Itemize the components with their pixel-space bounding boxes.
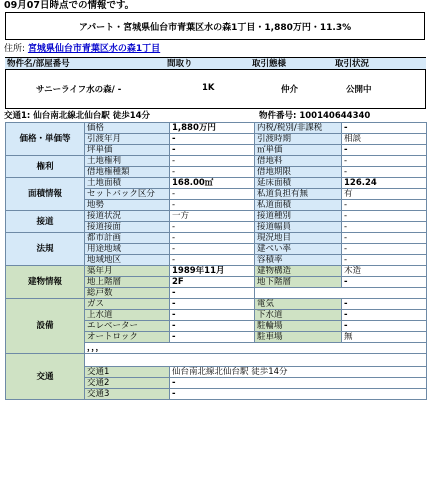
- row-label: 地下階層: [255, 277, 342, 288]
- section-price: 価格・単価等: [6, 123, 85, 156]
- row-value: -: [342, 123, 427, 134]
- row-label: 都市計画: [85, 233, 170, 244]
- listing-deal: 仲介: [281, 85, 299, 95]
- row-value: -: [170, 189, 255, 200]
- row-value: 2F: [170, 277, 255, 288]
- row-label: 内税/税別/非課税: [255, 123, 342, 134]
- row-value: 1,880万円: [170, 123, 255, 134]
- header-status: 取引状況: [335, 59, 370, 69]
- row-value: -: [342, 211, 427, 222]
- row-value: -: [170, 310, 255, 321]
- row-label: 引渡年月: [85, 134, 170, 145]
- listing-layout: 1K: [202, 83, 215, 93]
- row-label: 駐輪場: [255, 321, 342, 332]
- row-label: ㎡単価: [255, 145, 342, 156]
- row-label: 価格: [85, 123, 170, 134]
- section-rights: 権利: [6, 156, 85, 178]
- header-deal: 取引態様: [252, 59, 287, 69]
- row-label: 駐車場: [255, 332, 342, 343]
- row-label: 接道種別: [255, 211, 342, 222]
- row-value: -: [170, 288, 255, 299]
- row-label: 借地権種類: [85, 167, 170, 178]
- table-row: [6, 178, 427, 189]
- empty-cell: [85, 354, 427, 367]
- row-label: 土地面積: [85, 178, 170, 189]
- section-building: 建物情報: [6, 266, 85, 299]
- row-value: 有: [342, 189, 427, 200]
- row-value: -: [170, 244, 255, 255]
- section-transport: 交通: [6, 354, 85, 400]
- row-label: 延床面積: [255, 178, 342, 189]
- table-row: [6, 354, 427, 367]
- row-value: -: [170, 233, 255, 244]
- row-label: セットバック区分: [85, 189, 170, 200]
- listing-name: サニーライフ水の森/ -: [36, 85, 122, 95]
- details-table: [5, 122, 427, 400]
- row-label: 現況地目: [255, 233, 342, 244]
- row-value: -: [170, 156, 255, 167]
- row-value: 一方: [170, 211, 255, 222]
- row-value: -: [342, 277, 427, 288]
- row-value: -: [170, 134, 255, 145]
- row-value: -: [170, 299, 255, 310]
- row-value: -: [170, 321, 255, 332]
- row-label: 地上階層: [85, 277, 170, 288]
- row-value: -: [170, 145, 255, 156]
- row-label: 用途地域: [85, 244, 170, 255]
- row-label: 地域地区: [85, 255, 170, 266]
- row-label: 上水道: [85, 310, 170, 321]
- row-label: ガス: [85, 299, 170, 310]
- address-link[interactable]: 宮城県仙台市青葉区水の森1丁目: [27, 44, 161, 54]
- row-label: 私道負担有無: [255, 189, 342, 200]
- row-value: -: [342, 321, 427, 332]
- row-label: 総戸数: [85, 288, 170, 299]
- row-label: 引渡時期: [255, 134, 342, 145]
- section-access: 接道: [6, 211, 85, 233]
- row-value: -: [342, 156, 427, 167]
- table-row: [6, 156, 427, 167]
- table-row: [6, 299, 427, 310]
- row-value: 168.00㎡: [170, 178, 255, 189]
- empty-cell: [255, 288, 427, 299]
- row-label: 下水道: [255, 310, 342, 321]
- row-label: 電気: [255, 299, 342, 310]
- row-label: 地勢: [85, 200, 170, 211]
- listing-status: 公開中: [346, 85, 372, 95]
- section-facilities: 設備: [6, 299, 85, 354]
- row-value: -: [170, 200, 255, 211]
- row-value: 相談: [342, 134, 427, 145]
- row-value: -: [342, 200, 427, 211]
- table-row: [6, 233, 427, 244]
- listing-row: [5, 69, 426, 109]
- row-value: -: [170, 222, 255, 233]
- row-label: 借地料: [255, 156, 342, 167]
- row-value: 仙台南北線北仙台駅 徒歩14分: [170, 367, 427, 378]
- row-value: -: [342, 244, 427, 255]
- row-value: 1989年11月: [170, 266, 255, 277]
- row-label: 坪単価: [85, 145, 170, 156]
- row-value: -: [170, 378, 427, 389]
- row-value: -: [342, 233, 427, 244]
- property-number: 物件番号: 100140644340: [259, 111, 371, 121]
- row-label: 築年月: [85, 266, 170, 277]
- row-value: -: [342, 310, 427, 321]
- row-value: -: [342, 299, 427, 310]
- row-value: -: [170, 332, 255, 343]
- address-line: [4, 43, 160, 55]
- row-label: 私道面積: [255, 200, 342, 211]
- date-notice: 09月07日時点での情報です。: [4, 0, 135, 11]
- row-value: -: [342, 222, 427, 233]
- row-label: 接道接面: [85, 222, 170, 233]
- row-value: 木造: [342, 266, 427, 277]
- row-label: 借地期限: [255, 167, 342, 178]
- row-label: 接道幅員: [255, 222, 342, 233]
- table-row: [6, 211, 427, 222]
- row-value: -: [342, 167, 427, 178]
- listing-title: アパート・宮城県仙台市青葉区水の森1丁目・1,880万円・11.3%: [5, 12, 425, 40]
- row-label: 交通1: [85, 367, 170, 378]
- row-value: -: [170, 255, 255, 266]
- row-label: オートロック: [85, 332, 170, 343]
- table-row: [6, 123, 427, 134]
- traffic-summary: 交通1: 仙台南北線北仙台駅 徒歩14分: [4, 111, 151, 121]
- row-label: 建物構造: [255, 266, 342, 277]
- row-value: -: [342, 145, 427, 156]
- row-label: エレベーター: [85, 321, 170, 332]
- row-label: 容積率: [255, 255, 342, 266]
- row-value: 無: [342, 332, 427, 343]
- header-name: 物件名/部屋番号: [7, 59, 70, 69]
- row-label: 建ぺい率: [255, 244, 342, 255]
- section-area: 面積情報: [6, 178, 85, 211]
- table-row: [6, 266, 427, 277]
- row-value: -: [170, 167, 255, 178]
- row-label: 接道状況: [85, 211, 170, 222]
- row-label: 交通3: [85, 389, 170, 400]
- row-value: -: [170, 389, 427, 400]
- header-layout: 間取り: [167, 59, 193, 69]
- row-value: 126.24: [342, 178, 427, 189]
- row-value: -: [342, 255, 427, 266]
- address-label: 住所:: [4, 44, 26, 54]
- facilities-note: ，，，: [85, 343, 427, 354]
- section-law: 法規: [6, 233, 85, 266]
- row-label: 土地権利: [85, 156, 170, 167]
- row-label: 交通2: [85, 378, 170, 389]
